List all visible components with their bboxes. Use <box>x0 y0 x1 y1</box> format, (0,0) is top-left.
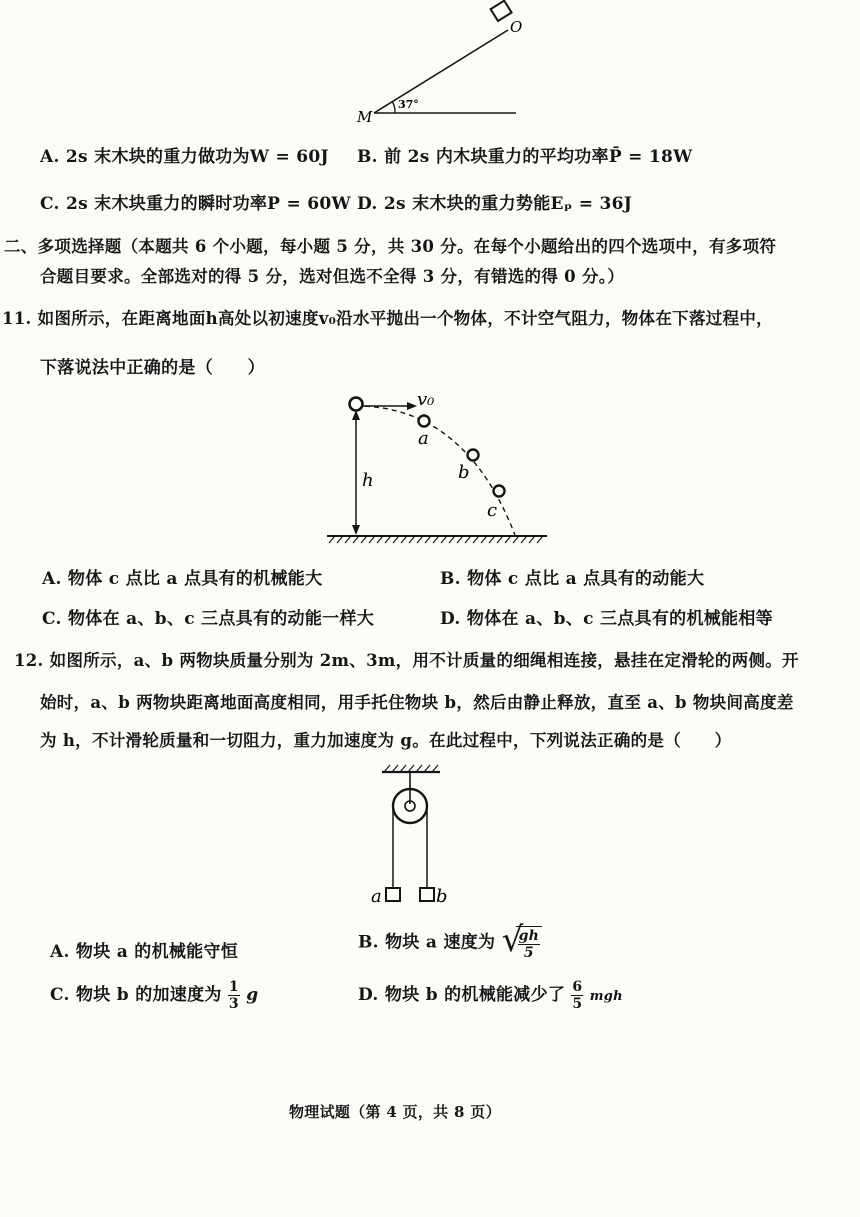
q11-option-a: A. 物体 c 点比 a 点具有的机械能大 <box>42 569 323 589</box>
section-heading-line2: 合题目要求。全部选对的得 5 分，选对但选不全得 3 分，有错选的得 0 分。） <box>40 267 625 286</box>
velocity-arrow-head <box>407 402 417 410</box>
ball-b <box>468 450 479 461</box>
q12-option-a: A. 物块 a 的机械能守恒 <box>50 942 239 962</box>
page-footer: 物理试题（第 4 页，共 8 页） <box>289 1103 501 1121</box>
q11-stem-line2: 下落说法中正确的是（ ） <box>40 358 265 378</box>
label-c: c <box>487 500 498 521</box>
q12-option-b-text: B. 物块 a 速度为 <box>358 932 496 953</box>
q12-option-d-unit: mgh <box>589 989 623 1004</box>
q12-stem-line3: 为 h，不计滑轮质量和一切阻力，重力加速度为 g。在此过程中，下列说法正确的是（ ） <box>40 731 732 750</box>
q12-stem-line1: 12. 如图所示，a、b 两物块质量分别为 2m、3m，用不计质量的细绳相连接，悬挂在定滑轮的两侧。开 <box>14 651 799 670</box>
block-a <box>386 888 400 901</box>
q12-option-c-unit: g <box>246 985 259 1005</box>
angle-label: 37° <box>398 98 419 111</box>
q10-option-c: C. 2s 末木块重力的瞬时功率P = 60W <box>40 194 351 214</box>
q11-option-b: B. 物体 c 点比 a 点具有的动能大 <box>440 569 705 589</box>
q10-option-a: A. 2s 末木块的重力做功为W = 60J <box>40 147 329 167</box>
q12-stem-line2: 始时，a、b 两物块距离地面高度相同，用手托住物块 b，然后由静止释放，直至 a、b 物块间高度差 <box>40 693 794 712</box>
pulley-figure <box>360 762 480 912</box>
height-label: h <box>362 470 374 491</box>
q12-option-d <box>358 980 623 1011</box>
height-arrow-head-bottom <box>352 525 360 535</box>
ball-a <box>419 416 430 427</box>
sqrt-expression: √ $\frac{gh}{5}$ <box>502 926 543 960</box>
q12-option-d-text: D. 物块 b 的机械能减少了 <box>358 985 566 1005</box>
fraction-six-fifths: $\frac{6}{5}$ <box>572 979 583 1012</box>
q10-option-d: D. 2s 末木块的重力势能Eₚ = 36J <box>357 194 633 214</box>
sqrt-denominator: 5 <box>523 945 534 961</box>
sqrt-numerator: gh <box>518 928 540 944</box>
q11-option-c: C. 物体在 a、b、c 三点具有的动能一样大 <box>42 609 375 629</box>
q12-option-c <box>50 980 258 1011</box>
q10-option-b: B. 前 2s 内木块重力的平均功率P̄ = 18W <box>357 147 693 167</box>
q11-option-d: D. 物体在 a、b、c 三点具有的机械能相等 <box>440 609 773 629</box>
ground-hatch <box>329 536 543 543</box>
wood-block <box>491 1 512 21</box>
section-heading-line1: 二、多项选择题（本题共 6 个小题，每小题 5 分，共 30 分。在每个小题给出的四个选项中，有多项符 <box>4 237 777 256</box>
label-b: b <box>458 462 470 483</box>
label-a: a <box>418 428 429 449</box>
fraction-one-third: $\frac{1}{3}$ <box>228 979 239 1012</box>
velocity-label: v₀ <box>417 389 435 410</box>
incline-surface <box>374 30 508 113</box>
label-a: a <box>371 886 382 907</box>
block-b <box>420 888 434 901</box>
label-m: M <box>357 108 373 126</box>
projectile-figure <box>315 380 555 550</box>
q11-stem-line1: 11. 如图所示，在距离地面h高处以初速度v₀沿水平抛出一个物体，不计空气阻力，物体在下落过程中， <box>2 309 773 328</box>
label-b: b <box>436 886 448 907</box>
incline-figure <box>340 0 540 130</box>
label-o: O <box>510 18 523 36</box>
ball-c <box>494 486 505 497</box>
angle-arc <box>392 101 395 113</box>
q12-option-c-text: C. 物块 b 的加速度为 <box>50 985 222 1005</box>
start-ball <box>350 398 363 411</box>
q12-option-b <box>358 920 542 961</box>
